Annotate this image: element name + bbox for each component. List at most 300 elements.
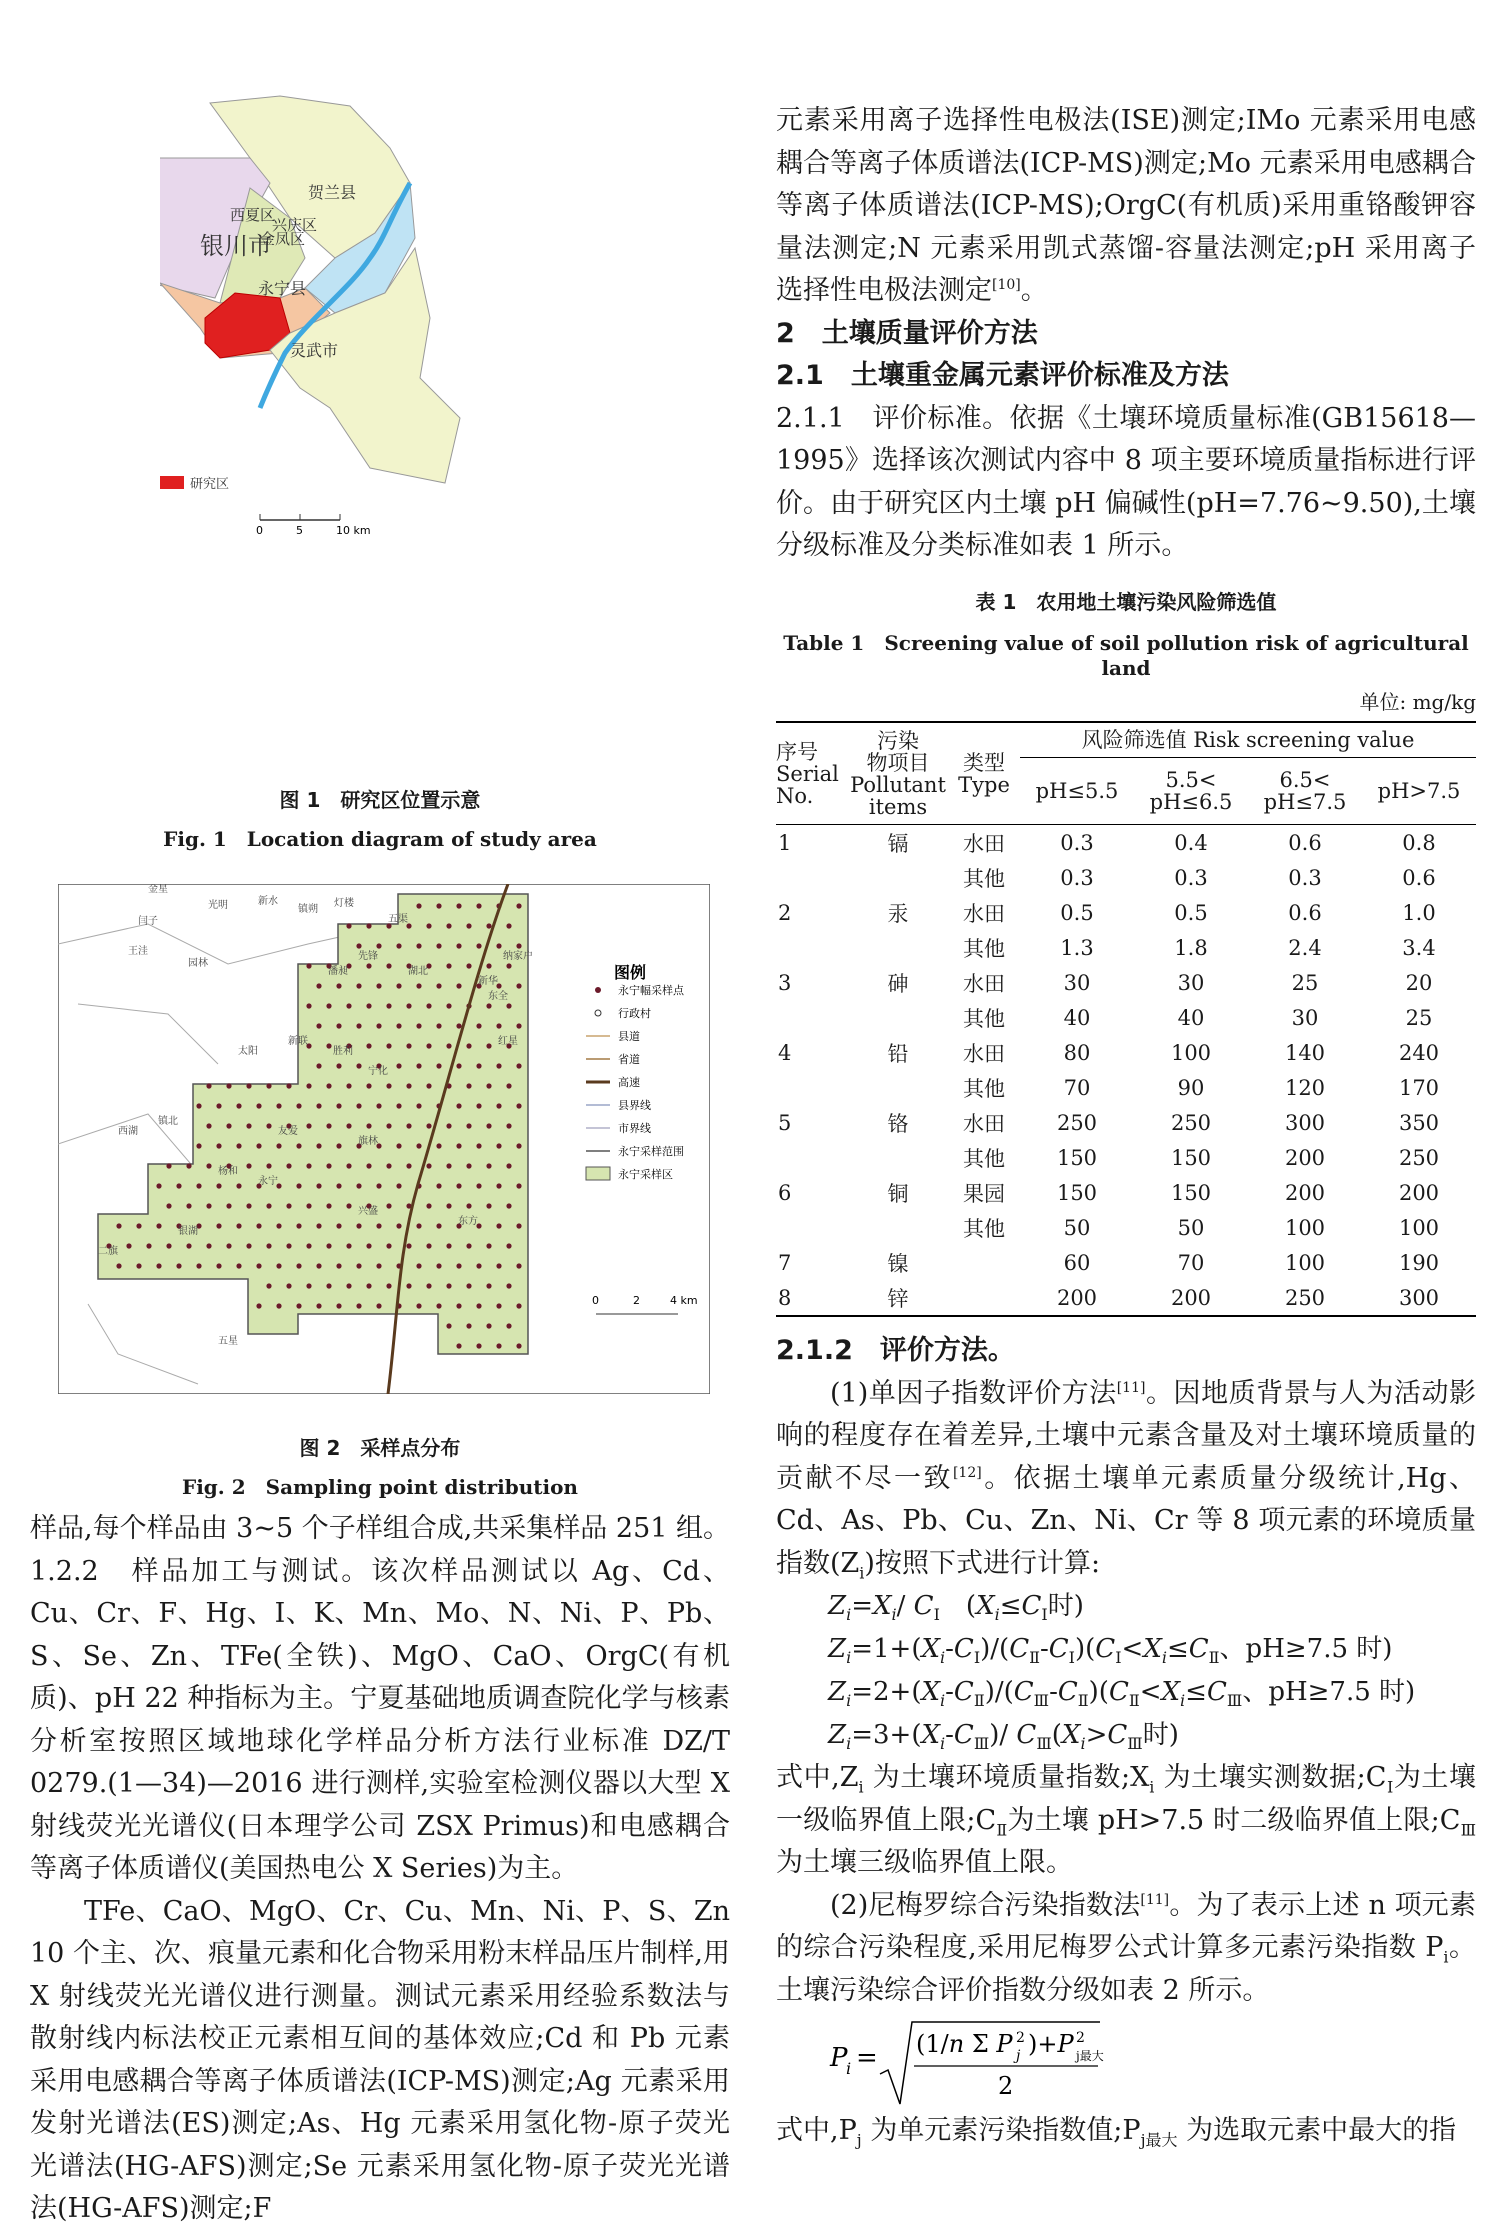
sampling-point [256, 1223, 261, 1228]
sampling-point [456, 1063, 461, 1068]
sampling-point [496, 1303, 501, 1308]
th-item: 污染 物项目 Pollutant items [850, 728, 946, 819]
table1-title-zh: 表 1 农用地土壤污染风险筛选值 [975, 590, 1277, 614]
fig2-legend-label: 高速 [618, 1076, 640, 1089]
fig1-caption-en: Fig. 1 Location diagram of study area [163, 827, 597, 851]
sampling-point [316, 1103, 321, 1108]
place-name: 新水 [258, 896, 278, 907]
place-name: 宁化 [368, 1066, 388, 1077]
place-name: 红星 [498, 1036, 518, 1047]
sampling-point [226, 1203, 231, 1208]
sampling-point [476, 1343, 481, 1348]
sampling-point [346, 1163, 351, 1168]
table1-cell: 铅 [887, 1041, 909, 1066]
sampling-point [376, 943, 381, 948]
sampling-point [186, 1163, 191, 1168]
sampling-point [346, 1083, 351, 1088]
sampling-point [436, 1223, 441, 1228]
table1-cell: 铬 [887, 1111, 909, 1136]
sampling-point [336, 1303, 341, 1308]
sampling-point [206, 1123, 211, 1128]
sampling-point [376, 1263, 381, 1268]
sampling-point [356, 1023, 361, 1028]
sampling-point [466, 1243, 471, 1248]
table1-cell: 150 [1170, 1145, 1212, 1170]
sampling-point [376, 1223, 381, 1228]
sampling-point [496, 943, 501, 948]
place-name: 杨和 [218, 1166, 238, 1177]
sampling-point [426, 1003, 431, 1008]
th-ph4: pH>7.5 [1377, 779, 1461, 803]
table1-cell: 200 [1398, 1180, 1440, 1205]
sampling-point [486, 1123, 491, 1128]
sampling-point [296, 1303, 301, 1308]
sampling-point [496, 1103, 501, 1108]
para-nemerow: (2)尼梅罗综合污染指数法[11]。为了表示上述 n 项元素的综合污染程度,采用尼梅罗公式计算多元素污染指数 $P_i$。土壤污染综合评价指数分级如表 2 所示。 [776, 1889, 1476, 2006]
sampling-point-map [58, 884, 710, 1394]
sampling-point [316, 1263, 321, 1268]
table1-cell: 其他 [963, 1076, 1005, 1101]
sampling-point [416, 1143, 421, 1148]
sampling-point [316, 1143, 321, 1148]
sampling-point [466, 1323, 471, 1328]
sampling-point [446, 1003, 451, 1008]
sampling-point [276, 1143, 281, 1148]
table1-row [776, 1245, 1476, 1280]
table1-cell: 2.4 [1288, 935, 1322, 960]
table1-cell [848, 1140, 948, 1175]
sampling-point [206, 1163, 211, 1168]
sampling-point [426, 1043, 431, 1048]
table1-cell: 果园 [963, 1181, 1005, 1206]
sampling-point [456, 1143, 461, 1148]
svg-text:i: i [846, 2059, 852, 2078]
sampling-point [286, 1083, 291, 1088]
label-yongning: 永宁县 [258, 279, 307, 298]
table1-cell [848, 1210, 948, 1245]
sampling-point [516, 1143, 521, 1148]
table1-cell: 200 [1056, 1285, 1098, 1310]
sampling-point [216, 1103, 221, 1108]
table1-cell [948, 1280, 1020, 1316]
fig2-legend-label: 永宁幅采样点 [618, 984, 684, 997]
table1-cell: 水田 [963, 971, 1005, 996]
fig2-legend-mark [586, 1167, 610, 1180]
sampling-point [196, 1143, 201, 1148]
sampling-point [356, 1223, 361, 1228]
sampling-point [496, 1263, 501, 1268]
sampling-point [486, 1323, 491, 1328]
table1-cell [776, 1210, 848, 1245]
svg-text:)+P: )+P [1028, 2030, 1074, 2058]
sampling-point [456, 1103, 461, 1108]
formula-block: $Z_i=X_i/$ $C_Ⅰ$ ($X_i\le C_Ⅰ$时) $Z_i=1+(X_i-C_Ⅰ)/(C_Ⅱ-C_Ⅰ)(C_Ⅰ<X_i\le C_Ⅱ$、pH≥7.5 时) $Z_i=2+(X_i-C_Ⅱ)/(C_Ⅲ-C_Ⅱ)(C_Ⅱ<X_i\le C_Ⅲ$、pH≥7.5 时) $Z_i=3+(X_i-C_Ⅲ)/$ $C_Ⅲ(X_i>C_Ⅲ$时) [828, 1591, 1416, 1754]
table1-cell: 100 [1284, 1215, 1326, 1240]
table1-cell: 200 [1284, 1180, 1326, 1205]
sampling-point [246, 1123, 251, 1128]
sampling-point [366, 1283, 371, 1288]
table1-cell: 铜 [887, 1181, 909, 1206]
sampling-point [326, 1003, 331, 1008]
table1-cell [848, 1000, 948, 1035]
sampling-point [496, 1183, 501, 1188]
place-name: 金星 [148, 884, 168, 895]
sampling-point [286, 1243, 291, 1248]
table1-row [776, 1140, 1476, 1175]
sampling-point [346, 1003, 351, 1008]
sampling-point [446, 923, 451, 928]
sampling-point [486, 1283, 491, 1288]
table1-cell: 汞 [887, 901, 909, 926]
sampling-point [366, 1043, 371, 1048]
study-area-location-map [160, 88, 600, 548]
table1-row [776, 895, 1476, 930]
sampling-point [496, 1343, 501, 1348]
table1-cell: 190 [1398, 1250, 1440, 1275]
sampling-point [346, 923, 351, 928]
table1-cell: 0.4 [1174, 830, 1208, 855]
table1-cell [776, 1070, 848, 1105]
sampling-point [276, 1303, 281, 1308]
sampling-point [486, 1203, 491, 1208]
sampling-point [466, 963, 471, 968]
fig2-legend-mark [595, 987, 601, 993]
scale-10km: 10 km [336, 524, 371, 537]
table1-cell: 2 [778, 900, 792, 925]
sampling-point [236, 1103, 241, 1108]
sampling-point [306, 1083, 311, 1088]
place-name: 闫子 [138, 916, 158, 927]
table1-title-en: Table 1 Screening value of soil pollution risk of agricultural land [783, 631, 1469, 680]
sampling-point [356, 943, 361, 948]
sampling-point [516, 1303, 521, 1308]
sampling-point [346, 1123, 351, 1128]
table1-cell: 0.6 [1288, 830, 1322, 855]
sampling-point [366, 1083, 371, 1088]
label-lingwu: 灵武市 [290, 341, 339, 360]
sampling-point [476, 903, 481, 908]
sampling-point [386, 1243, 391, 1248]
sampling-point [226, 1123, 231, 1128]
sampling-point [256, 1303, 261, 1308]
svg-text:P: P [830, 2043, 848, 2073]
sampling-point [486, 1043, 491, 1048]
table1-cell: 0.6 [1402, 865, 1436, 890]
legend-study-area-label: 研究区 [190, 477, 230, 492]
table1-cell: 30 [1291, 1005, 1319, 1030]
place-name: 潘昶 [328, 966, 348, 977]
sampling-point [216, 1263, 221, 1268]
sampling-point [446, 1323, 451, 1328]
table1-cell: 6 [778, 1180, 792, 1205]
sampling-point [206, 1243, 211, 1248]
fig2-legend-label: 永宁采样区 [618, 1168, 673, 1181]
sampling-point [326, 1083, 331, 1088]
th-ph1: pH≤5.5 [1035, 779, 1119, 803]
sampling-point [176, 1263, 181, 1268]
sampling-point [516, 1263, 521, 1268]
sampling-point [176, 1183, 181, 1188]
table1-body [776, 825, 1476, 1317]
sampling-point [506, 1003, 511, 1008]
sampling-point [506, 1123, 511, 1128]
table1-cell: 80 [1063, 1040, 1091, 1065]
place-name: 湖北 [408, 966, 428, 977]
sampling-point [336, 1063, 341, 1068]
table1-row [776, 930, 1476, 965]
place-name: 光明 [208, 900, 228, 911]
sampling-point [396, 1183, 401, 1188]
sampling-point [256, 1143, 261, 1148]
sampling-point [316, 1303, 321, 1308]
sampling-point [416, 1303, 421, 1308]
sampling-point [476, 1263, 481, 1268]
table1-cell: 砷 [887, 971, 909, 996]
table1-cell [948, 1245, 1020, 1280]
sampling-point [216, 1223, 221, 1228]
sampling-point [136, 1263, 141, 1268]
fig2-legend-label: 永宁采样范围 [618, 1145, 684, 1158]
fig2-legend-label: 市界线 [618, 1122, 651, 1135]
sampling-point [346, 1283, 351, 1288]
sampling-point [496, 1143, 501, 1148]
sampling-point [206, 1083, 211, 1088]
sampling-point [256, 1263, 261, 1268]
place-name: 纳家户 [503, 951, 533, 962]
table1-cell: 170 [1398, 1075, 1440, 1100]
sampling-point [466, 1083, 471, 1088]
table1-cell: 0.5 [1060, 900, 1094, 925]
sampling-point [166, 1163, 171, 1168]
right-para-top: 元素采用离子选择性电极法(ISE)测定;IMo 元素采用电感耦合等离子体质谱法(ICP-MS)测定;Mo 元素采用电感耦合等离子体质谱法(ICP-MS);OrgC(有机质)采用重铬酸钾容量法测定;N 元素采用凯式蒸馏-容量法测定;pH 采用离子选择性电极法测定[10]。 [776, 105, 1476, 306]
sampling-point [486, 1083, 491, 1088]
sampling-point [456, 943, 461, 948]
sampling-point [236, 1223, 241, 1228]
heading-2: 2 土壤质量评价方法 [776, 317, 1038, 349]
table1-cell: 其他 [963, 866, 1005, 891]
table1-cell: 5 [778, 1110, 792, 1135]
svg-text:=: = [856, 2043, 878, 2073]
label-xixia: 西夏区 [230, 206, 276, 224]
sampling-point [456, 1023, 461, 1028]
sampling-point [396, 943, 401, 948]
sampling-point [456, 1343, 461, 1348]
table1-cell: 7 [778, 1250, 792, 1275]
sampling-point [396, 1063, 401, 1068]
table1-cell: 3 [778, 970, 792, 995]
sampling-point [336, 1263, 341, 1268]
sampling-point [346, 1243, 351, 1248]
sampling-point [426, 923, 431, 928]
sampling-point [386, 1003, 391, 1008]
label-xingqing: 兴庆区 [272, 216, 318, 234]
sampling-point [386, 1043, 391, 1048]
sampling-point [506, 1243, 511, 1248]
fig2-caption-en: Fig. 2 Sampling point distribution [182, 1475, 578, 1499]
sampling-point [426, 1083, 431, 1088]
table1-cell: 90 [1177, 1075, 1205, 1100]
fig2-legend-label: 省道 [618, 1053, 640, 1066]
sampling-point [506, 1283, 511, 1288]
svg-text:2: 2 [1076, 2030, 1085, 2046]
svg-text:2: 2 [1016, 2030, 1025, 2046]
table1-cell: 350 [1398, 1110, 1440, 1135]
sampling-point [436, 903, 441, 908]
sampling-point [516, 1343, 521, 1348]
sampling-point [476, 943, 481, 948]
table1-row [776, 965, 1476, 1000]
sampling-point [136, 1223, 141, 1228]
sampling-point [306, 1163, 311, 1168]
sampling-point [146, 1243, 151, 1248]
sampling-point [236, 1263, 241, 1268]
place-name: 五渠 [388, 914, 408, 925]
table1-cell: 250 [1170, 1110, 1212, 1135]
sampling-point [356, 1303, 361, 1308]
sampling-point [356, 1103, 361, 1108]
sampling-point [126, 1243, 131, 1248]
svg-text:j: j [1016, 2048, 1021, 2064]
sampling-point [186, 1203, 191, 1208]
sampling-point [216, 1183, 221, 1188]
sampling-point [436, 983, 441, 988]
heading-2-1: 2.1 土壤重金属元素评价标准及方法 [776, 360, 1229, 391]
heading-2-1-2: 2.1.2 评价方法。 [776, 1335, 1015, 1366]
fig2-scale-0: 0 [592, 1294, 599, 1307]
sampling-point [436, 1263, 441, 1268]
th-ph2: 5.5< pH≤6.5 [1149, 768, 1233, 814]
para-where-p: 式中$,P_j$ 为单元素污染指数值$;P_{j最大}$ 为选取元素中最大的指 [776, 2115, 1457, 2150]
left-para-xrf: TFe、CaO、MgO、Cr、Cu、Mn、Ni、P、S、Zn 10 个主、次、痕量元素和化合物采用粉末样品压片制样,用 X 射线荧光光谱仪进行测量。测试元素采用经验系数法与散射线内标法校正元素相互间的基体效应;Cd 和 Pb 元素采用电感耦合等离子体质谱法(ICP-MS)测定;Ag 元素采用发射光谱法(ES)测定;As、Hg 元素采用氢化物-原子荧光光谱法(HG-AFS)测定;Se 元素采用氢化物-原子荧光光谱法(HG-AFS)测定;F [30, 1895, 730, 2224]
place-name: 园林 [188, 958, 208, 969]
sampling-point [436, 1023, 441, 1028]
svg-text:(1/n Σ P: (1/n Σ P [916, 2030, 1013, 2058]
label-yinchuan: 银川市 [200, 232, 272, 260]
place-name: 永宁 [258, 1176, 278, 1187]
scale-5: 5 [296, 524, 303, 537]
table1-cell [776, 860, 848, 895]
place-name: 灯楼 [334, 898, 354, 909]
sampling-point [306, 1003, 311, 1008]
table1-cell: 0.3 [1060, 865, 1094, 890]
table1-cell: 120 [1284, 1075, 1326, 1100]
sampling-point [316, 1183, 321, 1188]
sampling-point [366, 1003, 371, 1008]
sampling-point [316, 1223, 321, 1228]
sampling-point [466, 1203, 471, 1208]
sampling-point [396, 1143, 401, 1148]
table1-cell: 其他 [963, 1216, 1005, 1241]
sampling-point [336, 983, 341, 988]
sampling-point [296, 1103, 301, 1108]
para-2-1-1: 2.1.1 评价标准。依据《土壤环境质量标准(GB15618—1995》选择该次测试内容中 8 项主要环境质量指标进行评价。由于研究区内土壤 pH 偏碱性(pH=7.76~9.50),土壤分级标准及分类标准如表 1 所示。 [776, 402, 1476, 561]
sampling-point [416, 943, 421, 948]
table1-cell: 其他 [963, 1006, 1005, 1031]
sampling-point [226, 1243, 231, 1248]
sampling-point [406, 1163, 411, 1168]
sampling-point [296, 1143, 301, 1148]
sampling-point [356, 983, 361, 988]
table1-cell: 4 [778, 1040, 792, 1065]
table1-cell: 200 [1284, 1145, 1326, 1170]
table1-cell: 250 [1284, 1285, 1326, 1310]
table1-cell: 1.0 [1402, 900, 1436, 925]
sampling-point [246, 1083, 251, 1088]
table1-cell: 水田 [963, 1111, 1005, 1136]
place-name: 太阳 [238, 1046, 258, 1057]
sampling-point [116, 1223, 121, 1228]
sampling-point [306, 1123, 311, 1128]
table1-cell: 0.3 [1060, 830, 1094, 855]
sampling-point [306, 1283, 311, 1288]
sampling-point [406, 1043, 411, 1048]
table1-cell: 140 [1284, 1040, 1326, 1065]
th-type: 类型 Type [958, 750, 1010, 797]
sampling-point [486, 963, 491, 968]
table1-cell: 1.8 [1174, 935, 1208, 960]
sampling-point [236, 1143, 241, 1148]
fig2-caption-zh: 图 2 采样点分布 [299, 1436, 461, 1460]
table1-cell: 100 [1398, 1215, 1440, 1240]
sampling-point [336, 1023, 341, 1028]
sampling-point [486, 923, 491, 928]
sampling-point [446, 1243, 451, 1248]
sampling-point [476, 1143, 481, 1148]
table1-cell: 300 [1398, 1285, 1440, 1310]
place-name: 旗林 [358, 1136, 378, 1147]
table1-cell: 250 [1056, 1110, 1098, 1135]
table1-cell: 150 [1056, 1145, 1098, 1170]
sampling-point [306, 963, 311, 968]
sampling-point [486, 1163, 491, 1168]
sampling-point [456, 1263, 461, 1268]
sampling-point [386, 1203, 391, 1208]
table1-cell: 240 [1398, 1040, 1440, 1065]
sampling-point [416, 1063, 421, 1068]
legend-study-area-swatch [160, 476, 184, 489]
table1-cell: 25 [1405, 1005, 1433, 1030]
sampling-point [266, 1123, 271, 1128]
place-name: 西湖 [118, 1126, 138, 1137]
sampling-point [246, 1163, 251, 1168]
sampling-point [336, 1183, 341, 1188]
table1-cell [848, 930, 948, 965]
sampling-point [256, 1103, 261, 1108]
table1-row [776, 1105, 1476, 1140]
sampling-point [466, 1123, 471, 1128]
sampling-point [316, 1023, 321, 1028]
sampling-point [266, 1243, 271, 1248]
sampling-point [266, 1163, 271, 1168]
place-name: 先锋 [358, 951, 378, 962]
sampling-point [286, 1203, 291, 1208]
sampling-point [226, 1083, 231, 1088]
sampling-point [506, 1323, 511, 1328]
sampling-point [306, 1243, 311, 1248]
sampling-point [356, 1183, 361, 1188]
sampling-point [416, 1103, 421, 1108]
table1-cell: 100 [1284, 1250, 1326, 1275]
sampling-point [446, 1163, 451, 1168]
sampling-point [456, 1303, 461, 1308]
table1-cell: 30 [1063, 970, 1091, 995]
sampling-point [446, 1283, 451, 1288]
sampling-point [466, 1283, 471, 1288]
sampling-point [246, 1203, 251, 1208]
table1-cell: 50 [1177, 1215, 1205, 1240]
sampling-point [196, 1103, 201, 1108]
table1-cell: 150 [1056, 1180, 1098, 1205]
